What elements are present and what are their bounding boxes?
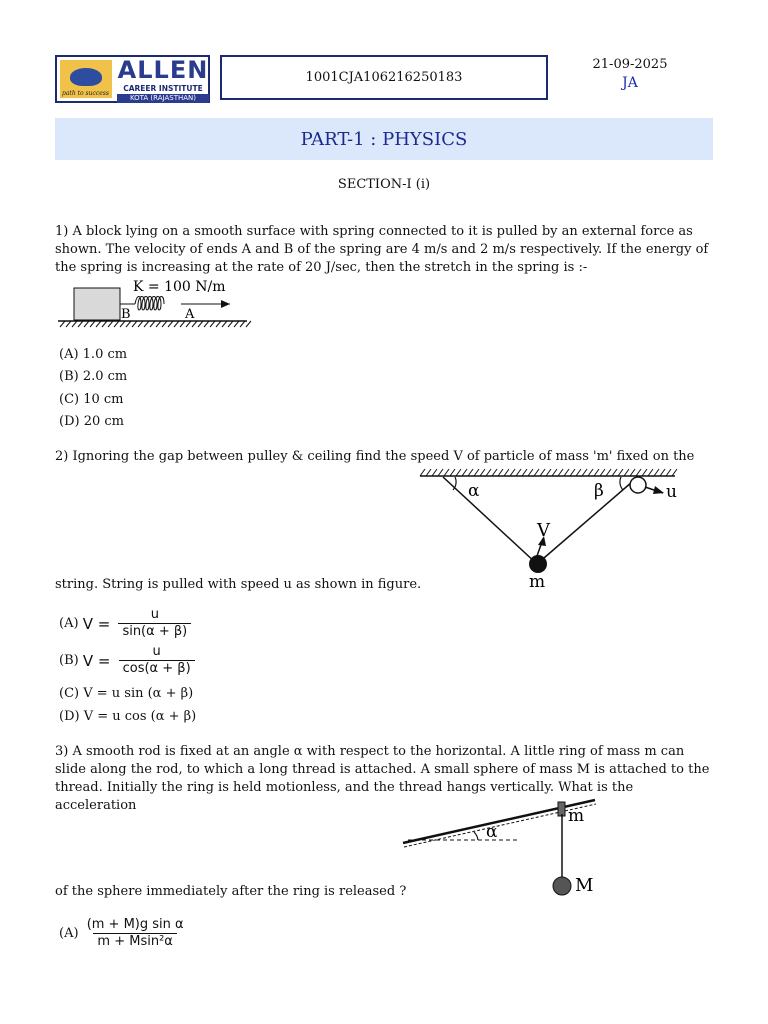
alpha-label: α (486, 822, 498, 842)
spring-constant-label: K = 100 N/m (133, 279, 226, 295)
alpha-label: α (468, 481, 480, 501)
paper-code: 1001CJA106216250183 (305, 70, 463, 85)
question-2-text-continued: string. String is pulled with speed u as shown in figure. (55, 577, 422, 592)
fraction (118, 607, 191, 640)
question-3-text: 3) A smooth rod is fixed at an angle α with respect to the horizontal. A little ring of mass m can slide along the rod, to which a long thread is attached. A small sphere of mass M is attached to the thread. Initially the ring is held motionless, and the thread hangs vertically. What is the acceleration (55, 744, 710, 813)
question-1-text: 1) A block lying on a smooth surface with spring connected to it is pulled by an external force as shown. The velocity of ends A and B of the spring are 4 m/s and 2 m/s respectively. If the energy of the spring is increasing at the rate of 20 J/sec, then the stretch in the spring is :- (55, 224, 709, 275)
u-label: u (666, 482, 677, 502)
ceiling-hatching (420, 469, 677, 476)
end-b-label: B (121, 307, 131, 322)
inclined-rod (403, 800, 595, 843)
pulley-icon (630, 477, 646, 493)
paper-code-box (220, 55, 548, 100)
q2-option-d[interactable]: (D) V = u cos (α + β) (59, 709, 197, 724)
q1-option-b[interactable]: (B) 2.0 cm (59, 369, 128, 384)
q2-option-b[interactable] (59, 644, 195, 677)
ring-mass-label: m (568, 806, 585, 826)
question-3-text-continued: of the sphere immediately after the ring is released ? (55, 884, 407, 899)
fraction (83, 917, 188, 950)
logo-location: KOTA (RAJASTHAN) (117, 94, 209, 103)
fraction (119, 644, 195, 677)
denominator: cos(α + β) (119, 660, 195, 677)
option-label: (A) (59, 926, 79, 941)
section-title: SECTION-I (i) (337, 177, 431, 192)
force-arrow-icon (221, 300, 230, 308)
exam-stream: JA (622, 75, 638, 91)
q2-option-c[interactable]: (C) V = u sin (α + β) (59, 686, 194, 701)
part-banner (55, 118, 713, 160)
exam-date: 21-09-2025 (592, 57, 668, 72)
pull-arrow-icon (653, 486, 664, 494)
ring-icon (558, 802, 565, 816)
v-label: V (537, 520, 550, 541)
beta-label: β (594, 481, 604, 501)
q2-option-a[interactable] (59, 607, 191, 640)
ground-hatching (60, 321, 251, 327)
q3-option-a[interactable] (59, 917, 188, 950)
option-lhs: V = (82, 651, 111, 670)
sphere-mass-label: M (575, 875, 594, 896)
q1-option-a[interactable]: (A) 1.0 cm (59, 347, 128, 362)
option-label: (A) (59, 616, 79, 631)
q1-option-d[interactable]: (D) 20 cm (59, 414, 124, 429)
pulley-string-figure (415, 466, 695, 592)
spring-block-figure (55, 276, 255, 332)
numerator: u (150, 607, 159, 622)
spring-coil (135, 297, 164, 311)
m-label: m (529, 572, 546, 592)
allen-logo (55, 55, 210, 103)
option-lhs: V = (82, 614, 111, 633)
question-2-text: 2) Ignoring the gap between pulley & ceiling find the speed V of particle of mass 'm' fixed on the (55, 449, 695, 464)
denominator: sin(α + β) (118, 623, 191, 640)
option-label: (B) (59, 653, 79, 668)
left-string (443, 477, 537, 564)
logo-emblem-icon: path to success (60, 60, 112, 98)
part-title: PART-1 : PHYSICS (300, 128, 468, 150)
mass-particle-icon (529, 555, 547, 573)
numerator: u (152, 644, 161, 659)
q1-option-c[interactable]: (C) 10 cm (59, 392, 124, 407)
right-string (537, 482, 632, 564)
block (74, 288, 120, 320)
logo-subtitle: CAREER INSTITUTE (123, 84, 203, 93)
denominator: m + Msin²α (93, 933, 176, 950)
numerator: (m + M)g sin α (86, 917, 184, 932)
end-a-label: A (185, 307, 195, 322)
logo-brand: ALLEN (117, 56, 209, 84)
